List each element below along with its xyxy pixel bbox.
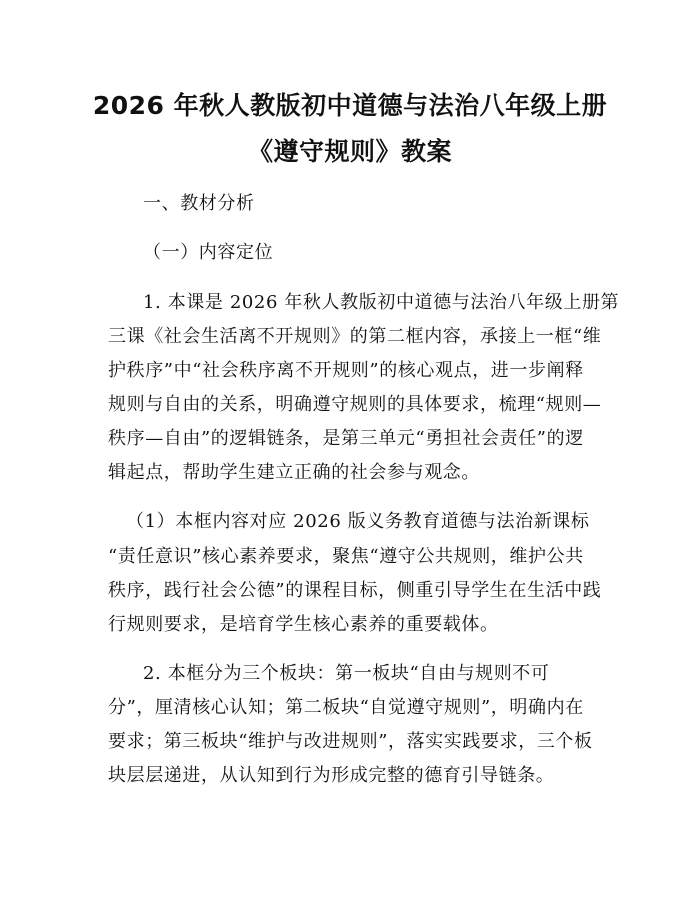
paragraph-3-line-2: 分”，厘清核心认知；第二板块“自觉遵守规则”，明确内在 — [108, 697, 584, 718]
paragraph-1-line-2: 三课《社会生活离不开规则》的第二框内容，承接上一框“维 — [108, 326, 602, 347]
paragraph-1-line-5: 秩序—自由”的逻辑链条，是第三单元“勇担社会责任”的逻 — [108, 428, 584, 449]
paragraph-1-line-1: 1. 本课是 2026 年秋人教版初中道德与法治八年级上册第 — [143, 292, 620, 313]
subsection-heading: （一）内容定位 — [143, 242, 274, 263]
paragraph-1-line-6: 辑起点，帮助学生建立正确的社会参与观念。 — [108, 462, 480, 483]
paragraph-1-line-3: 护秩序”中“社会秩序离不开规则”的核心观点，进一步阐释 — [108, 360, 584, 381]
paragraph-3-line-4: 块层层递进，从认知到行为形成完整的德育引导链条。 — [108, 765, 555, 786]
paragraph-2-line-1: （1）本框内容对应 2026 版义务教育道德与法治新课标 — [126, 511, 590, 532]
paragraph-3-line-3: 要求；第三板块“维护与改进规则”，落实实践要求，三个板 — [108, 731, 593, 752]
paragraph-2-line-3: 秩序，践行社会公德”的课程目标，侧重引导学生在生活中践 — [108, 580, 602, 601]
paragraph-1-line-4: 规则与自由的关系，明确遵守规则的具体要求，梳理“规则— — [108, 394, 602, 415]
document-title-line-1: 2026 年秋人教版初中道德与法治八年级上册 — [92, 91, 608, 120]
paragraph-2-line-2: “责任意识”核心素养要求，聚焦“遵守公共规则，维护公共 — [108, 546, 584, 567]
paragraph-3-line-1: 2. 本框分为三个板块：第一板块“自由与规则不可 — [143, 663, 550, 684]
paragraph-2-line-4: 行规则要求，是培育学生核心素养的重要载体。 — [108, 614, 499, 635]
document-title-line-2: 《遵守规则》教案 — [247, 137, 452, 166]
section-heading: 一、教材分析 — [143, 193, 255, 214]
